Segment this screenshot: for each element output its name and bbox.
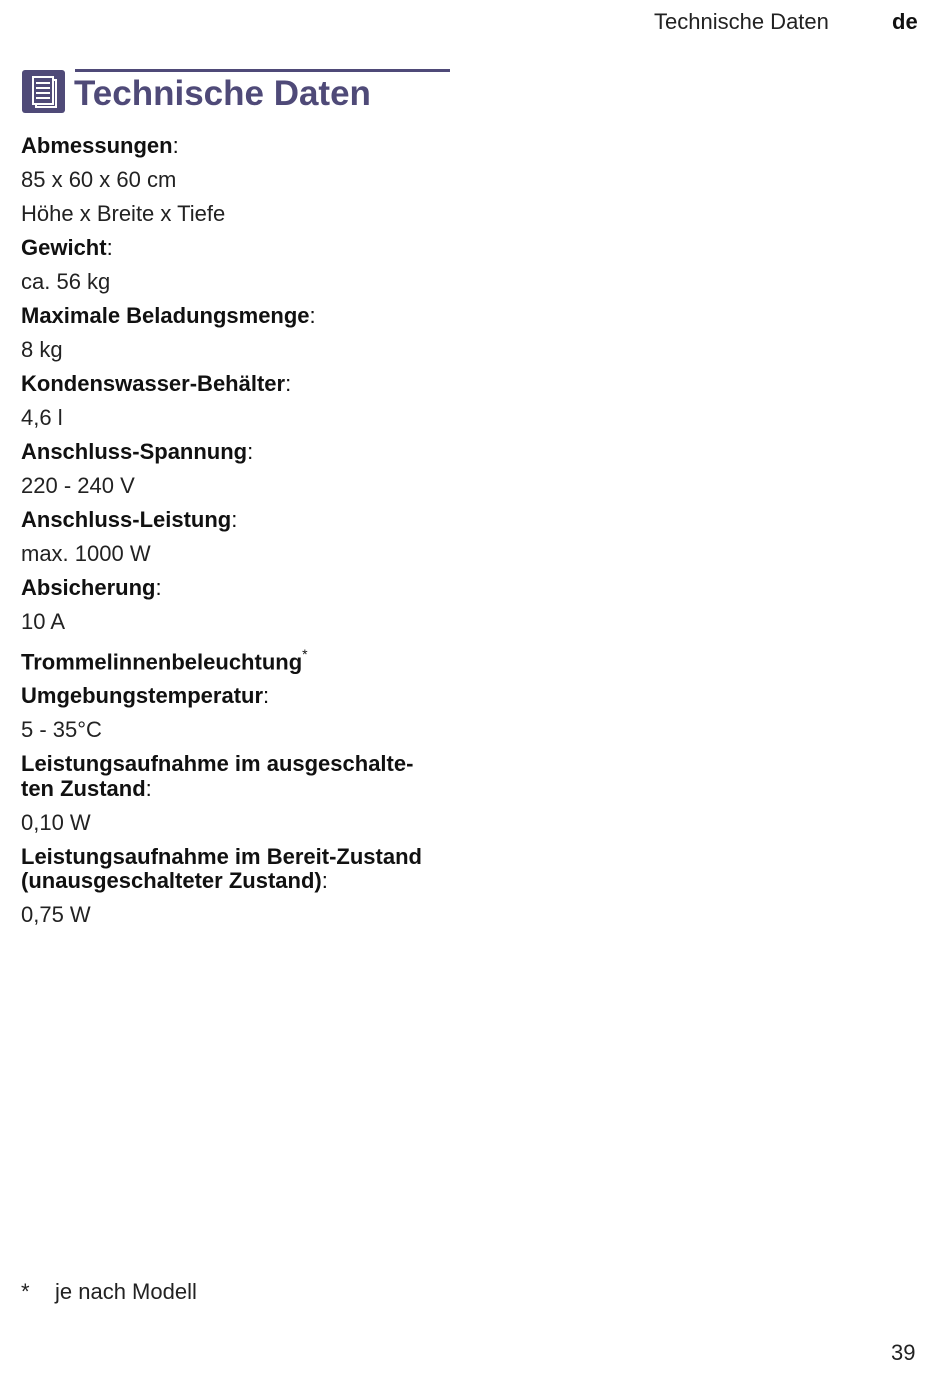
spec-item <box>21 641 451 681</box>
spec-label <box>21 749 451 808</box>
footnote-text: je nach Modell <box>55 1279 197 1304</box>
label-colon: : <box>172 133 179 158</box>
spec-label-text: Trommelinnenbeleuchtung <box>21 649 303 675</box>
spec-label-text: Gewicht <box>21 235 107 260</box>
footnote <box>21 1278 197 1306</box>
spec-value: 5 - 35°C <box>21 717 102 743</box>
spec-item <box>21 573 451 641</box>
spec-label <box>21 573 451 607</box>
spec-label <box>21 131 451 165</box>
spec-label-text: Kondenswasser-Behälter <box>21 371 286 396</box>
label-colon: : <box>145 775 152 801</box>
spec-item <box>21 749 451 842</box>
running-header-language: de <box>892 9 918 34</box>
spec-item <box>21 842 451 935</box>
spec-label <box>21 641 451 681</box>
label-colon: : <box>155 575 162 600</box>
spec-value: 85 x 60 x 60 cm <box>21 167 177 192</box>
spec-value: 0,75 W <box>21 902 91 928</box>
spec-value: max. 1000 W <box>21 541 151 566</box>
spec-label-text: Umgebungstemperatur <box>21 683 264 709</box>
footnote-marker: * <box>302 646 308 662</box>
spec-value: 8 kg <box>21 337 63 362</box>
spec-label <box>21 437 451 471</box>
spec-label-text: Anschluss-Spannung <box>21 439 248 464</box>
title-rule <box>75 69 450 72</box>
spec-label-text: Absicherung <box>21 575 156 600</box>
spec-label-text: ten Zustand <box>21 775 146 801</box>
spec-value: ca. 56 kg <box>21 269 111 294</box>
spec-label-text: (unausgeschalteter Zustand) <box>21 868 322 894</box>
spec-label-text: Abmessungen <box>21 133 173 158</box>
spec-label <box>21 681 451 715</box>
spec-value: Höhe x Breite x Tiefe <box>21 201 226 226</box>
spec-item <box>21 505 451 573</box>
label-colon: : <box>285 371 292 396</box>
spec-label <box>21 505 451 539</box>
spec-value: 10 A <box>21 609 66 634</box>
spec-value: 220 - 240 V <box>21 473 135 498</box>
spec-list <box>21 131 451 934</box>
spec-label-text: Anschluss-Leistung <box>21 507 232 532</box>
spec-value: 0,10 W <box>21 809 91 835</box>
spec-label <box>21 369 451 403</box>
page-number: 39 <box>891 1340 916 1365</box>
spec-item <box>21 131 451 233</box>
label-colon: : <box>321 868 328 894</box>
spec-value: 4,6 l <box>21 405 63 430</box>
label-colon: : <box>106 235 113 260</box>
spec-item <box>21 233 451 301</box>
spec-item <box>21 369 451 437</box>
spec-label-text: Leistungsaufnahme im ausgeschalte- <box>21 751 414 777</box>
spec-label <box>21 301 451 335</box>
label-colon: : <box>309 303 316 328</box>
spec-label-text: Maximale Beladungsmenge <box>21 303 310 328</box>
spec-label <box>21 233 451 267</box>
document-list-icon <box>22 70 65 113</box>
label-colon: : <box>263 683 270 709</box>
page-title: Technische Daten <box>74 74 371 113</box>
spec-item <box>21 437 451 505</box>
spec-item <box>21 681 451 749</box>
spec-item <box>21 301 451 369</box>
footnote-marker: * <box>21 1279 30 1304</box>
label-colon: : <box>231 507 238 532</box>
spec-label <box>21 842 451 901</box>
spec-label-text: Leistungsaufnahme im Bereit-Zustand <box>21 843 422 869</box>
label-colon: : <box>247 439 254 464</box>
running-header-section: Technische Daten <box>654 9 829 34</box>
